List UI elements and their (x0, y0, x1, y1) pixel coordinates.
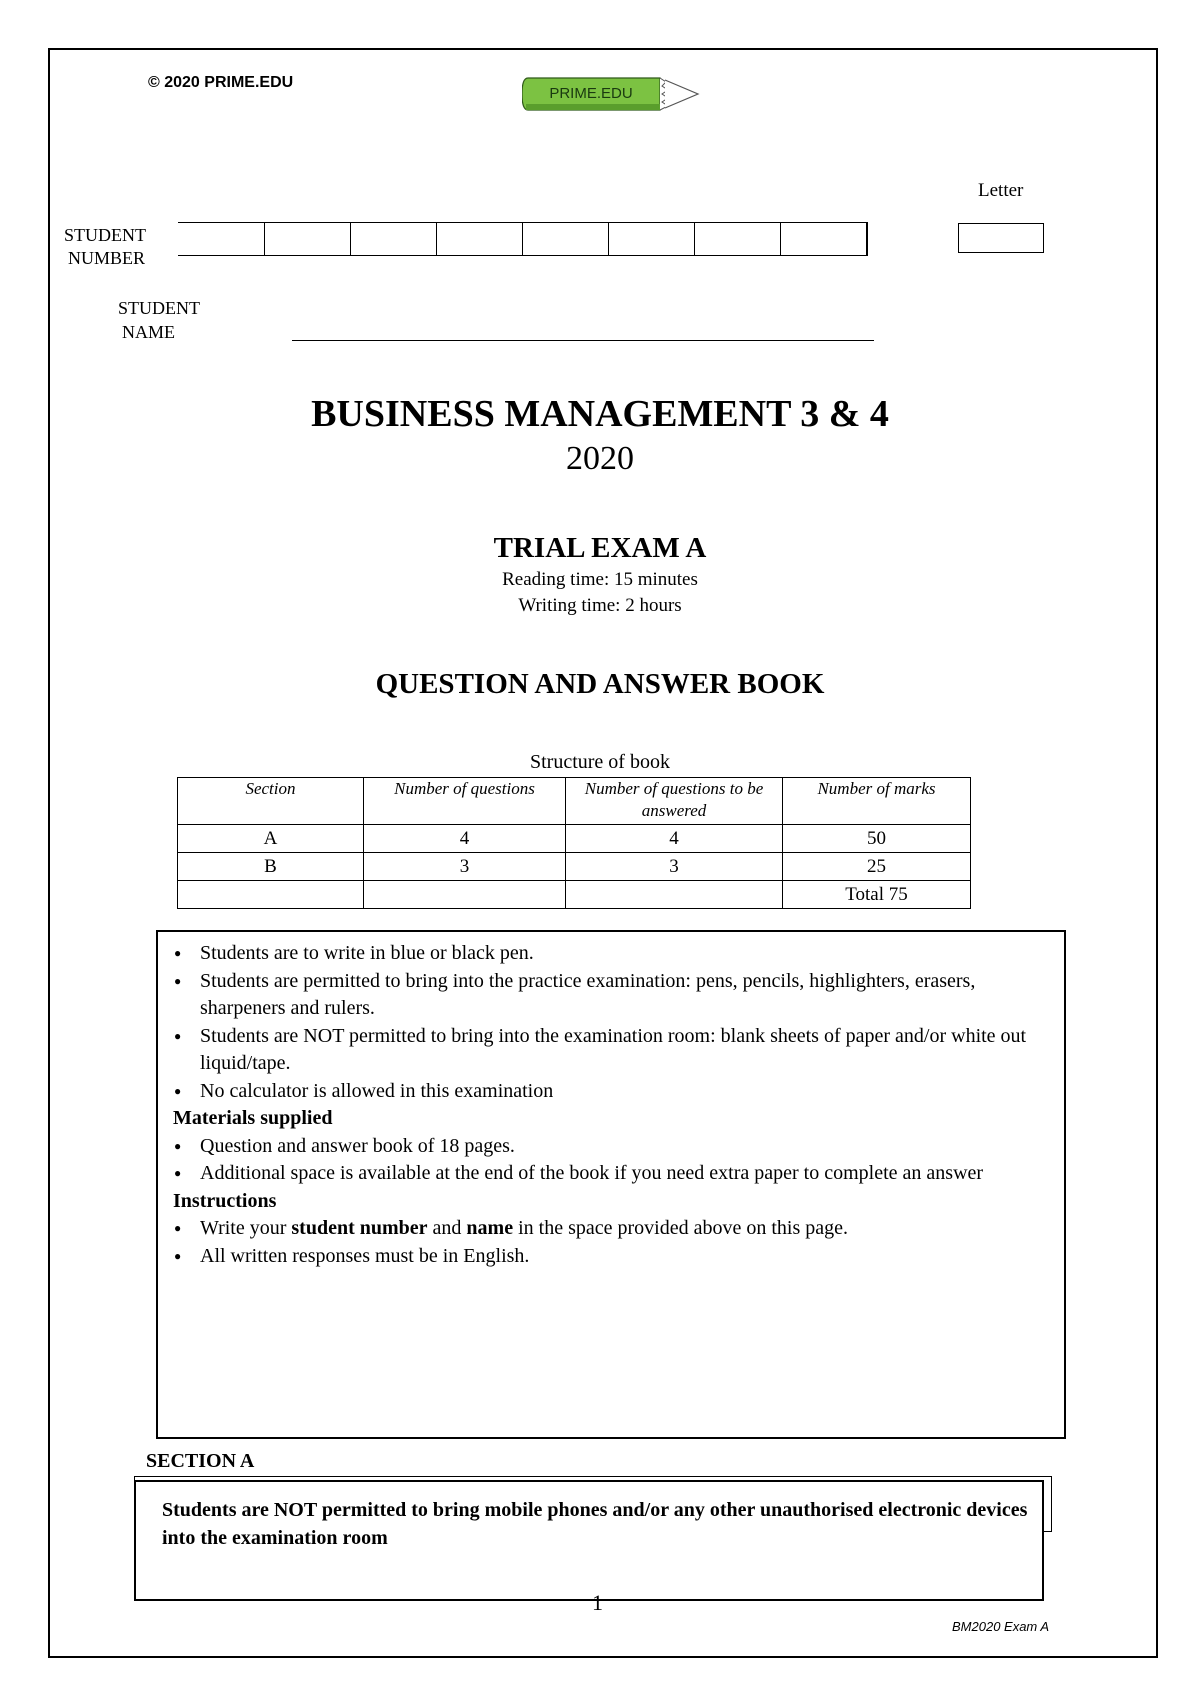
student-number-box[interactable] (436, 223, 522, 255)
student-number-box[interactable] (522, 223, 608, 255)
header-section: Section (178, 778, 364, 825)
student-number-boxes (178, 222, 868, 256)
header-num-questions: Number of questions (364, 778, 566, 825)
structure-caption: Structure of book (530, 751, 670, 773)
instructions-heading: Instructions (173, 1189, 277, 1212)
student-name-line[interactable] (292, 340, 874, 341)
exam-year: 2020 (566, 440, 634, 477)
list-item: ● All written responses must be in English. (170, 1243, 1054, 1271)
copyright-text: © 2020 PRIME.EDU (148, 74, 294, 91)
instruction-text-mid: and (427, 1217, 467, 1239)
list-item: ● Students are NOT permitted to bring into the examination room: blank sheets of paper and/or white out liquid/tape. (170, 1023, 1054, 1078)
table-cell: B (178, 853, 364, 881)
student-number-label-line1: STUDENT (64, 225, 146, 245)
student-name-label (118, 296, 200, 344)
table-cell: 50 (783, 825, 971, 853)
instruction-text-post: in the space provided above on this page. (513, 1217, 848, 1239)
student-number-box[interactable] (608, 223, 694, 255)
subject-title: BUSINESS MANAGEMENT 3 & 4 (311, 393, 889, 435)
list-item: ● Students are to write in blue or black pen. (170, 940, 1054, 968)
table-row (178, 825, 971, 853)
instructions-content (170, 940, 1054, 1270)
instruction-bold-name: name (466, 1217, 514, 1239)
prime-edu-logo (522, 76, 702, 116)
book-title: QUESTION AND ANSWER BOOK (375, 668, 825, 700)
instructions-box (156, 930, 1066, 1439)
student-number-box[interactable] (780, 223, 866, 255)
instruction-text-pre: Write your (200, 1217, 292, 1239)
student-number-box[interactable] (178, 223, 264, 255)
student-number-box[interactable] (694, 223, 780, 255)
section-a-heading: SECTION A (146, 1450, 255, 1472)
table-cell (364, 881, 566, 909)
student-name-label-line2: NAME (122, 322, 175, 342)
letter-label: Letter (978, 180, 1024, 201)
list-item: ● Students are permitted to bring into the practice examination: pens, pencils, highlighters, erasers, sharpeners and rulers. (170, 968, 1054, 1023)
header-num-answered: Number of questions to be answered (566, 778, 783, 825)
header-num-marks: Number of marks (783, 778, 971, 825)
page-number: 1 (592, 1590, 603, 1615)
student-number-box[interactable] (264, 223, 350, 255)
table-cell: Total 75 (783, 881, 971, 909)
student-name-label-line1: STUDENT (118, 298, 200, 318)
materials-heading: Materials supplied (173, 1107, 333, 1129)
reading-time: Reading time: 15 minutes (502, 569, 698, 590)
list-item: ● No calculator is allowed in this examination (170, 1078, 1054, 1106)
student-number-label-line2: NUMBER (68, 248, 146, 268)
logo-text: PRIME.EDU (549, 85, 633, 102)
letter-box[interactable] (958, 223, 1044, 253)
table-cell: 4 (566, 825, 783, 853)
table-cell: 25 (783, 853, 971, 881)
table-cell (566, 881, 783, 909)
table-cell: 4 (364, 825, 566, 853)
structure-header-row (178, 778, 971, 825)
warning-box (134, 1480, 1044, 1601)
writing-time: Writing time: 2 hours (518, 595, 682, 616)
instruction-bold-student-number: student number (291, 1217, 428, 1239)
student-number-label (64, 224, 146, 270)
table-cell: 3 (566, 853, 783, 881)
warning-text: Students are NOT permitted to bring mobile phones and/or any other unauthorised electronic devices into the examination room (162, 1499, 1028, 1549)
structure-table (177, 777, 971, 909)
list-item (170, 1215, 1054, 1243)
table-row (178, 881, 971, 909)
exam-title: TRIAL EXAM A (493, 532, 707, 564)
table-row (178, 853, 971, 881)
table-cell (178, 881, 364, 909)
list-item: ● Question and answer book of 18 pages. (170, 1133, 1054, 1161)
footer-code: BM2020 Exam A (952, 1619, 1050, 1634)
table-cell: 3 (364, 853, 566, 881)
list-item: ● Additional space is available at the end of the book if you need extra paper to complete an answer (170, 1160, 1054, 1188)
student-number-box[interactable] (350, 223, 436, 255)
table-cell: A (178, 825, 364, 853)
